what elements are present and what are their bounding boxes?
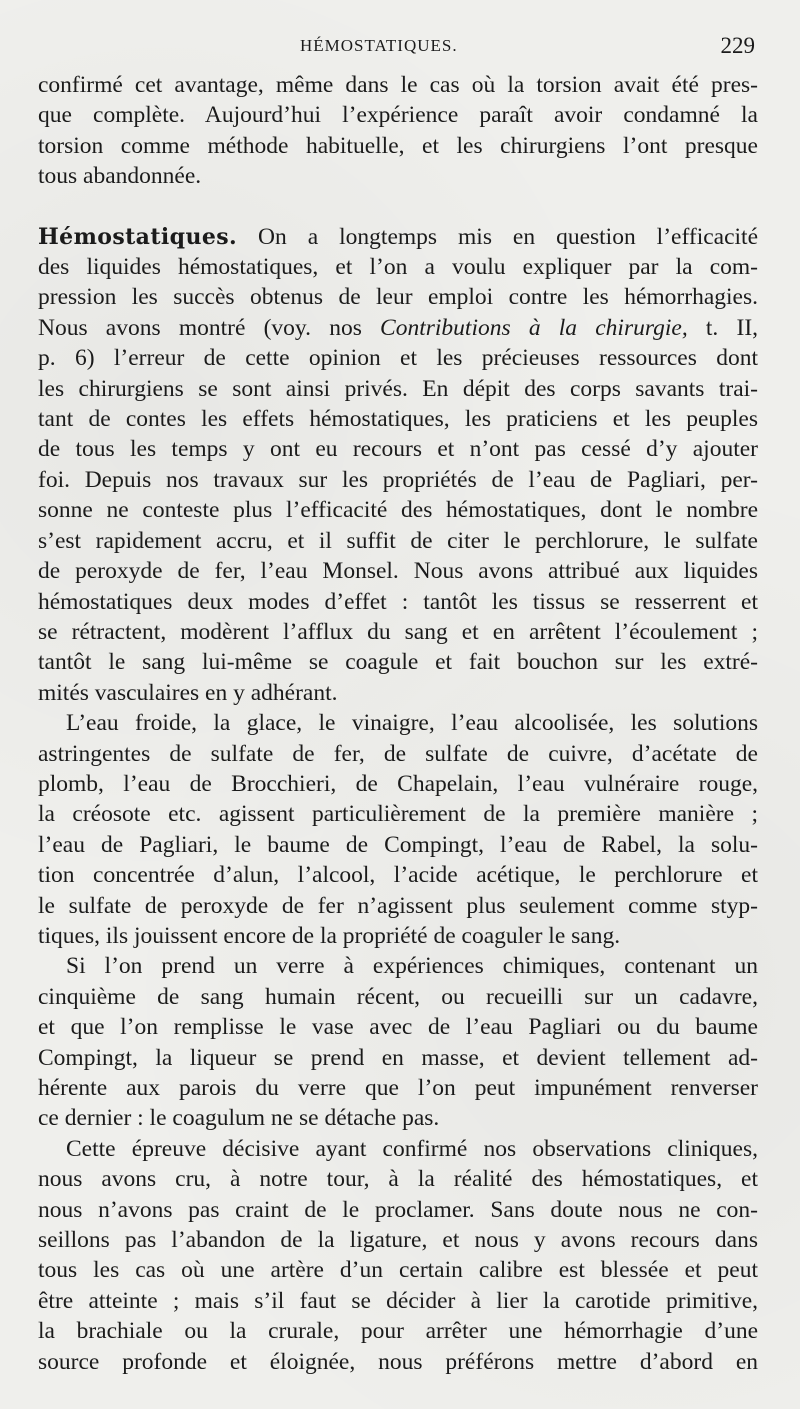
text-line: les chirurgiens se sont ainsi privés. En dépit des corps savants trai- xyxy=(38,375,758,402)
section-spacer xyxy=(38,192,758,222)
text-line: de peroxyde de fer, l’eau Monsel. Nous avons attribué aux liquides xyxy=(38,558,758,585)
page-number: 229 xyxy=(720,33,755,58)
text-fragment: Nous avons montré (voy. nos xyxy=(38,314,362,341)
text-line: tion concentrée d’alun, l’alcool, l’acide acétique, le perchlorure et xyxy=(38,862,758,889)
text-line: tous abandonnée. xyxy=(38,163,202,190)
text-fragment: t. II, xyxy=(705,314,759,341)
paragraph-conclusion xyxy=(38,1134,758,1377)
text-line: pression les succès obtenus de leur emploi contre les hémorrhagies. xyxy=(38,284,758,311)
text-line: nous avons cru, à notre tour, à la réalité des hémostatiques, et xyxy=(38,1166,758,1193)
text-fragment: On a longtemps mis en question l’efficacité xyxy=(258,223,758,250)
paragraph-agents xyxy=(38,708,758,951)
text-line: la créosote etc. agissent particulièrement de la première manière ; xyxy=(38,801,758,828)
text-line: et que l’on remplisse le vase avec de l’eau Pagliari ou du baume xyxy=(38,1014,758,1041)
text-line: Compingt, la liqueur se prend en masse, et devient tellement ad- xyxy=(38,1044,758,1071)
text-line: nous n’avons pas craint de le proclamer. Sans doute nous ne con- xyxy=(38,1196,758,1223)
text-line xyxy=(38,222,758,252)
text-line: seillons pas l’abandon de la ligature, et nous y avons recours dans xyxy=(38,1227,758,1254)
text-line: tant de contes les effets hémostatiques, les praticiens et les peuples xyxy=(38,406,758,433)
text-line: plomb, l’eau de Brocchieri, de Chapelain, l’eau vulnéraire rouge, xyxy=(38,770,758,797)
text-line: ce dernier : le coagulum ne se détache pas. xyxy=(38,1105,440,1132)
text-line: sonne ne conteste plus l’efficacité des hémostatiques, dont le nombre xyxy=(38,497,758,524)
text-line: mités vasculaires en y adhérant. xyxy=(38,679,338,706)
text-line: L’eau froide, la glace, le vinaigre, l’eau alcoolisée, les solutions xyxy=(66,710,758,737)
text-line: p. 6) l’erreur de cette opinion et les précieuses ressources dont xyxy=(38,345,758,372)
running-head: HÉMOSTATIQUES. xyxy=(300,36,458,55)
paragraph-torsion xyxy=(38,70,758,192)
text-line xyxy=(38,313,758,343)
text-line: tantôt le sang lui-même se coagule et fait bouchon sur les extré- xyxy=(38,649,758,676)
text-line: être atteinte ; mais s’il faut se décider à lier la carotide primitive, xyxy=(38,1287,758,1314)
text-line: le sulfate de peroxyde de fer n’agissent plus seulement comme styp- xyxy=(38,892,758,919)
body-text xyxy=(38,70,758,1377)
text-line: tous les cas où une artère d’un certain calibre est blessée et peut xyxy=(38,1257,758,1284)
text-line: se rétractent, modèrent l’afflux du sang et en arrêtent l’écoulement ; xyxy=(38,618,758,645)
text-line: tiques, ils jouissent encore de la propriété de coaguler le sang. xyxy=(38,922,621,949)
section-heading: Hémostatiques. xyxy=(38,223,238,250)
text-line: s’est rapidement accru, et il suffit de citer le perchlorure, le sulfate xyxy=(38,527,758,554)
text-line: confirmé cet avantage, même dans le cas où la torsion avait été pres- xyxy=(38,72,758,98)
text-line: de tous les temps y ont eu recours et n’ont pas cessé d’y ajouter xyxy=(38,436,758,463)
text-line: l’eau de Pagliari, le baume de Compingt, l’eau de Rabel, la solu- xyxy=(38,831,758,858)
text-line: que complète. Aujourd’hui l’expérience paraît avoir condamné la xyxy=(38,102,758,129)
text-line: cinquième de sang humain récent, ou recueilli sur un cadavre, xyxy=(38,983,758,1010)
text-line: astringentes de sulfate de fer, de sulfate de cuivre, d’acétate de xyxy=(38,740,758,767)
text-line: Cette épreuve décisive ayant confirmé nos observations cliniques, xyxy=(66,1135,758,1162)
text-line: source profonde et éloignée, nous préférons mettre d’abord en xyxy=(38,1348,758,1375)
text-line: hémostatiques deux modes d’effet : tantôt les tissus se resserrent et xyxy=(38,588,758,615)
text-line: Si l’on prend un verre à expériences chimiques, contenant un xyxy=(66,953,758,980)
text-line: foi. Depuis nos travaux sur les propriétés de l’eau de Pagliari, per- xyxy=(38,466,758,493)
paragraph-hemostatiques xyxy=(38,222,758,709)
paragraph-experiment xyxy=(38,951,758,1133)
text-line: des liquides hémostatiques, et l’on a voulu expliquer par la com- xyxy=(38,254,758,281)
text-line: hérente aux parois du verre que l’on peut impunément renverser xyxy=(38,1075,758,1101)
text-line: torsion comme méthode habituelle, et les chirurgiens l’ont presque xyxy=(38,132,758,159)
text-line: la brachiale ou la crurale, pour arrêter une hémorrhagie d’une xyxy=(38,1318,758,1345)
book-title: Contributions à la chirurgie, xyxy=(380,314,688,341)
